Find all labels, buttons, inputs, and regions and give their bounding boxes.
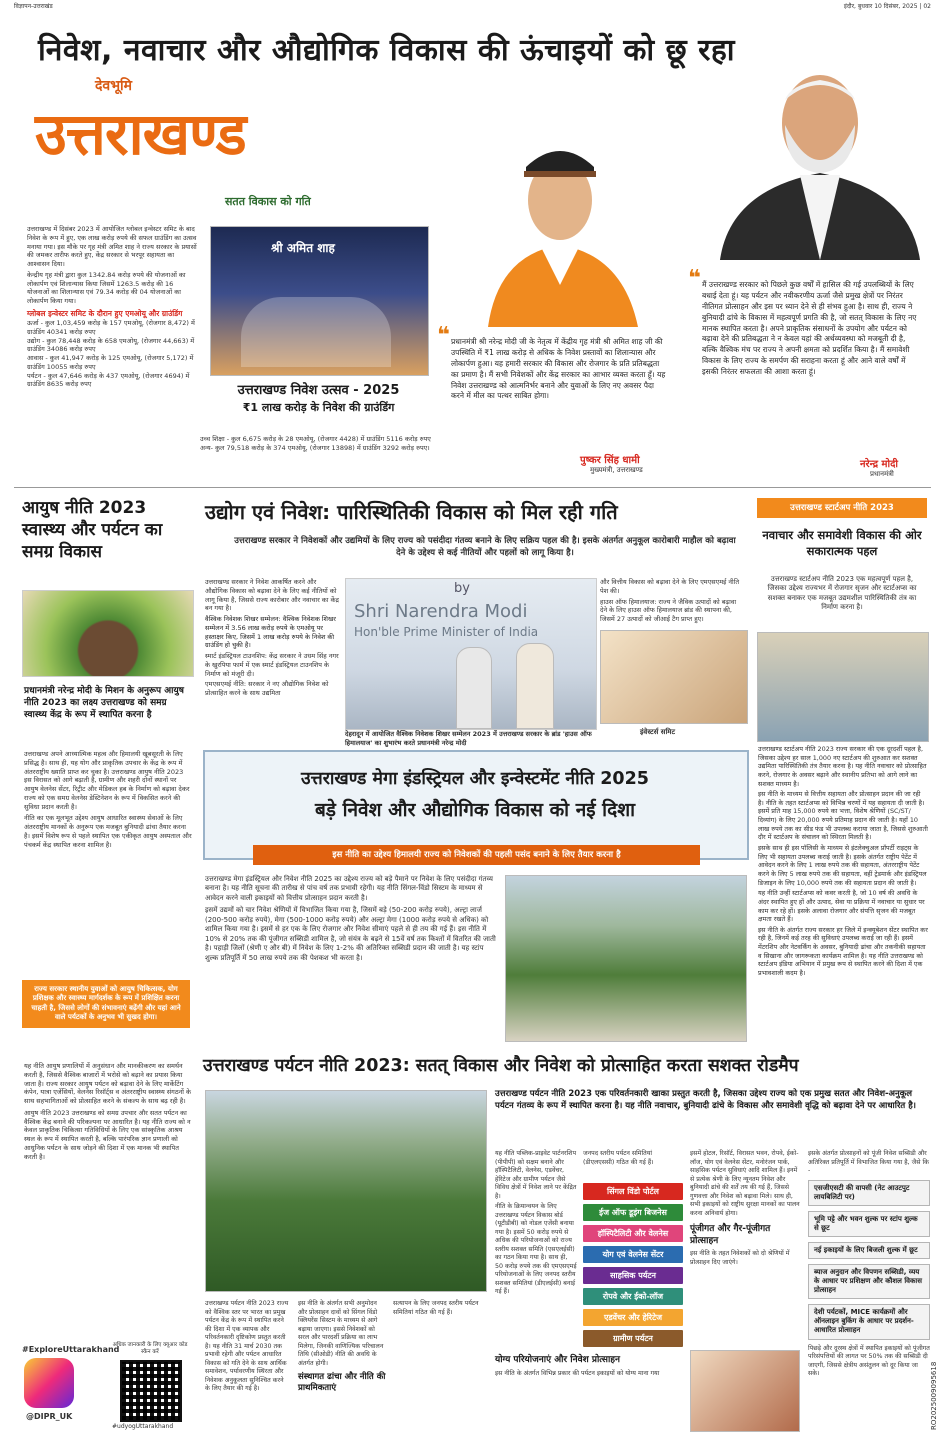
mou-title: ग्लोबल इन्वेस्टर समिट के दौरान हुए एमओयू और ग्राउंडिंग — [27, 308, 183, 318]
tourism-title: उत्तराखण्ड पर्यटन नीति 2023: सतत् विकास और निवेश को प्रोत्साहित करता सशक्त रोडमैप — [203, 1056, 799, 1076]
cm-figure — [516, 643, 554, 729]
photo-text-name: Shri Narendra Modi — [354, 601, 528, 622]
tourism-col-a-1: यह नीति पब्लिक-प्राइवेट पार्टनरशिप (पीपीपी) को सक्षम बनाने और हॉस्पिटैलिटी, वेलनेस, एडवेंचर, हेरिटेज और ग्रामीण पर्यटन जैसे विविध क्षेत्रों में निवेश लाने पर केंद्रित है। — [495, 1150, 577, 1200]
tourism-col-b-top: जनपद स्तरीय पर्यटन समितियां (डीएलएससी) गठित की गई हैं। — [583, 1150, 654, 1166]
udyog-col1-para: उत्तराखण्ड सरकार ने निवेश आकर्षित करने और औद्योगिक विकास को बढ़ावा देने के लिए कई नीतियों को लागू किया है, जिससे राज्य कारोबार और नवाचार का केंद्र बन गया है। — [205, 578, 339, 613]
ayush-highlight-box: राज्य सरकार स्थानीय युवाओं को आयुष चिकित्सक, योग प्रशिक्षक और स्वास्थ्य मार्गदर्शक के रूप में प्रशिक्षित करना चाहती है, जिससे लोगों की संभावनाएं बढ़ेंगी और यहां आने वाले पर्यटकों के अनुभव भी सुखद होगा। — [22, 980, 190, 1028]
benefit-item: देशी पर्यटकों, MICE कार्यक्रमों और ऑनलाइन बुकिंग के आधार पर प्रदर्शन-आधारित प्रोत्साहन — [808, 1304, 930, 1339]
udyog-right-msme: और वित्तीय विकास को बढ़ावा देने के लिए एमएसएमई नीति पेश की। — [600, 578, 740, 595]
tourism-lower-3-wrap — [393, 1300, 483, 1317]
investors-summit-caption: इंवेस्टर्स समिट — [640, 728, 676, 736]
dhami-portrait — [478, 115, 643, 327]
tourism-col-c-title: पूंजीगत और गैर-पूंजीगत प्रोत्साहन — [690, 1224, 771, 1246]
ayush-body-4: आयुष नीति 2023 उत्तराखण्ड को समग्र उपचार और सतत पर्यटन का वैश्विक केंद्र बनाने की परिकल्पना पर आधारित है। यह नीति राज्य को न केवल प्राकृतिक चिकित्सा गतिविधियों के लिए एक सांस्कृतिक आश्रय स्थल के रूप में स्थापित करती है, बल्कि पारंपरिक ज्ञान प्रणाली को आधुनिक पर्यटन के साथ जोड़ने की दिशा में एक मानक भी स्थापित करती है। — [24, 1108, 191, 1161]
modi-quote-text: मैं उत्तराखण्ड सरकार को पिछले कुछ वर्षों में हासिल की गई उपलब्धियों के लिए बधाई देता हूं। यह पर्यटन और नवीकरणीय ऊर्जा जैसे प्रमुख क्षेत्रों पर निरंतर नीतिगत प्रोत्साहन और इस पर ध्यान देने से ही संभव हुआ है। साथ ही, राज्य ने बुनियादी ढांचे के विकास में महत्वपूर्ण प्रगति की है, जो सतत् विकास के लिए नए मानक स्थापित करता है। अपने प्राकृतिक संसाधनों के उपयोग और पर्यटन को बढ़ावा देने की प्रतिबद्धता ने न केवल यहां की अर्थव्यवस्था को मजबूती दी है, बल्कि वैश्विक मंच पर राज्य ने अपनी क्षमता को प्रदर्शित किया है। मैं समावेशी विकास के लिए राज्य के समर्पण की सराहना करता हूं और आने वाले वर्षों में इसकी निरंतर सफलता की आशा करता हूं। — [702, 280, 917, 376]
ro-code-text: RO2025009095618 — [930, 1361, 938, 1430]
tourism-col-d-2: पिछड़े और दूरस्थ क्षेत्रों में स्थापित इकाइयों को पूंजीगत परिसंपत्तियों की लागत पर 50% तक की सब्सिडी दी जाएगी, जिससे क्षेत्रीय असंतुलन को दूर किया जा सके। — [808, 1344, 930, 1378]
dhami-role: मुख्यमंत्री, उत्तराखण्ड — [590, 466, 643, 474]
mega-title-2: बड़े निवेश और औद्योगिक विकास को नई दिशा — [314, 799, 636, 821]
startup-body-5: इस नीति के अंतर्गत राज्य सरकार हर जिले में इन्क्यूबेशन सेंटर स्थापित कर रही है, जिनमें कई तरह की सुविधाएं उपलब्ध कराई जा रही हैं। इसमें मेंटरशिप और नेटवर्किंग के अवसर, बुनियादी ढांचा और तकनीकी सहायता व सिखाना और जागरूकता कार्यक्रम शामिल है। यह नीति उत्तराखण्ड को स्टार्टअप इंडिया अभियान में प्रमुख रूप से स्थापित करने की दिशा में एक प्रभावशाली कदम है। — [758, 925, 928, 978]
stage-people — [241, 297, 391, 367]
photo-text-role: Hon'ble Prime Minister of India — [354, 625, 539, 639]
menu-hospitality[interactable]: हॉस्पिटैलिटी और वेलनेस — [583, 1225, 683, 1242]
udyog-right-himalayas: हाउस ऑफ हिमालयाज: राज्य ने जैविक उत्पादों को बढ़ावा देने के लिए हाउस ऑफ हिमालयाज ब्रांड की स्थापना की, जिसमें 27 उत्पादों को जीआई टैग प्राप्त हुए। — [600, 597, 737, 624]
tourism-col-d-intro: इसके अंतर्गत प्रोत्साहनों को पूंजी निवेश सब्सिडी और अतिरिक्त प्रतिपूर्ति में विभाजित किया गया है, जैसे कि - — [808, 1150, 929, 1174]
quote-open-icon: ❝ — [688, 266, 701, 291]
qr-code[interactable] — [120, 1360, 182, 1422]
mou-item: पर्यटन - कुल 47,646 करोड़ के 437 एमओयू, (रोजगार 4694) में ग्राउंडिंग 8635 करोड़ रुपए — [27, 371, 190, 389]
tourism-lower-4-wrap — [495, 1355, 680, 1378]
startup-body-2: इस नीति के माध्यम से वित्तीय सहायता और प्रोत्साहन प्रदान की जा रही है। नीति के तहत स्टार्टअप्स को विभिन्न चरणों में यह सहायता दी जाती है। इसमें प्रति माह 15,000 रुपये का भत्ता, विशेष श्रेणियों (SC/ST/दिव्यांग) के लिए 20,000 रुपये प्रतिमाह प्रदान की जाती है। यहाँ 10 लाख रुपये तक का सीड फंड भी उपलब्ध कराया जाता है, जिससे शुरुआती दौर में स्टार्टअप के संचालन को स्थिरता मिलती है। — [758, 790, 928, 842]
ayush-body-1: उत्तराखण्ड अपने आध्यात्मिक महत्व और हिमालयी खूबसूरती के लिए प्रसिद्ध है। साथ ही, यह योग और प्राकृतिक उपचार के केंद्र के रूप में अंतरराष्ट्रीय ख्याति प्राप्त कर चुका है। उत्तराखण्ड आयुष नीति 2023 इस विरासत को आगे बढ़ाती है, ग्रामीण और शहरी दोनों स्थानों पर आयुष वेलनेस सेंटर, रिट्रीट और मेडिकल हब के निर्माण को बढ़ावा देकर राज्य को एक समग्र वेलनेस डेस्टिनेशन के रूप में विकसित करने की सुविधा प्रदान करती है। — [24, 750, 190, 811]
footer-qr-text: अधिक जानकारी के लिए क्यूआर कोड स्कैन करें — [112, 1342, 188, 1355]
hill-station-photo — [205, 1090, 487, 1292]
pm-figure — [456, 647, 492, 729]
tourism-col-a-2: नीति के क्रियान्वयन के लिए उत्तराखण्ड पर्यटन विकास बोर्ड (यूटीडीबी) को नोडल एजेंसी बनाया गया है। इसमें 50 करोड़ रुपये से अधिक की परियोजनाओं को राज्य स्तरीय सशक्त समिति (एसएलईसी) का गठन किया गया है। साथ ही, 50 करोड़ रुपये तक की एमएसएमई परियोजनाओं के लिए जनपद स्तरीय सशक्त समितियां (डीएलईसी) बनाई गई हैं। — [495, 1203, 577, 1295]
logo-top-text: देवभूमि — [95, 78, 133, 94]
dhami-name: पुष्कर सिंह धामी — [580, 455, 640, 466]
header-left-label: विज्ञापन-उत्तराखंड — [14, 3, 53, 10]
utsav-caption-2: ₹1 लाख करोड़ के निवेश की ग्राउंडिंग — [242, 401, 395, 414]
menu-adventure[interactable]: साहसिक पर्यटन — [583, 1267, 683, 1284]
menu-ease-of-business[interactable]: ईज ऑफ डूइंग बिजनेस — [583, 1204, 683, 1221]
modi-quote — [688, 268, 920, 378]
investors-summit-photo — [600, 630, 748, 724]
startup-intro: उत्तराखण्ड स्टार्टअप नीति 2023 एक महत्वपूर्ण पहल है, जिसका उद्देश्य राज्यभर में रोजगार सृजन और स्टार्टअप्स का सशक्त बनाकर एक मजबूत उद्यमशील पारिस्थितिकी तंत्र का निर्माण करना है। — [767, 575, 917, 612]
udyog-left-col — [205, 578, 340, 698]
benefit-item: ब्याज अनुदान और विपणन सब्सिडी, व्यय के आधार पर प्रशिक्षण और कौशल विकास प्रोत्साहन — [808, 1264, 930, 1299]
utsav-event-photo — [210, 226, 429, 376]
utsav-photo-sign: श्री अमित शाह — [271, 241, 335, 255]
instagram-icon[interactable] — [24, 1358, 74, 1408]
tourism-col-d — [808, 1150, 930, 1379]
logo-tagline: सतत विकास को गति — [225, 195, 311, 208]
udyog-right-col — [600, 578, 745, 624]
tourism-col-c-1: इसमें होटल, रिसॉर्ट, विरासत भवन, रोपवे, ईको-लॉज, योग एवं वेलनेस सेंटर, मनोरंजन पार्क, साहसिक पर्यटन सुविधाएं आदि शामिल हैं। इनमें से प्रत्येक श्रेणी के लिए न्यूनतम निवेश और बुनियादी ढांचे की शर्तें तय की गई हैं, जिससे गुणवत्ता और निवेश को बढ़ावा मिले। साथ ही, सभी इकाइयों को राष्ट्रीय सुरक्षा मानकों का पालन करना अनिवार्य होगा। — [690, 1150, 800, 1217]
modi-portrait — [715, 45, 925, 260]
startup-body-1: उत्तराखण्ड स्टार्टअप नीति 2023 राज्य सरकार की एक दूरदर्शी पहल है, जिसका उद्देश्य हर साल 1,000 नए स्टार्टअप की शुरुआत कर सशक्त उद्यमिता पारिस्थितिकी तंत्र तैयार करना है। यह नीति नवाचार को प्रोत्साहित करने, रोजगार के अवसर बढ़ाने और स्थानीय प्रतिभा को आगे लाने का सशक्त माध्यम है। — [758, 745, 927, 788]
intro-para-1: उत्तराखण्ड में दिसंबर 2023 में आयोजित ग्लोबल इन्वेस्टर समिट के बाद निवेश के रूप में हुए, एक लाख करोड़ रुपये की सफल ग्राउंडिंग का उत्सव मनाया गया। इस मौके पर गृह मंत्री अमित शाह ने राज्य सरकार के प्रयासों की जमकर तारीफ करते हुए, केंद्र सरकार से भरपूर सहायता का आश्वासन दिया। — [27, 225, 197, 269]
ayush-body-2: नीति का एक मूलभूत उद्देश्य आयुष आधारित स्वास्थ्य सेवाओं के लिए अंतरराष्ट्रीय मानकों के अनुरूप एक मजबूत बुनियादी ढांचा तैयार करना है। इसमें विशेष रूप से पहले स्थापित एक एकीकृत आयुष अस्पताल और पंचकर्म केंद्र स्थापित करना शामिल है। — [24, 814, 192, 849]
ayush-lower-body — [24, 1062, 192, 1161]
ayush-subhead: प्रधानमंत्री नरेन्द्र मोदी के मिशन के अनुरूप आयुष नीति 2023 का लक्ष्य उत्तराखण्ड को समग्र स्वास्थ्य केंद्र के रूप में स्थापित करना है — [24, 686, 184, 721]
mega-body-2: इसमें उद्यमों को चार निवेश श्रेणियों में विभाजित किया गया है, जिसमें बड़े (50-200 करोड़ रुपये), अल्ट्रा लार्ज (200-500 करोड़ रुपये), मेगा (500-1000 करोड़ रुपये) और अल्ट्रा मेगा (1000 करोड़ रुपये से अधिक) को शामिल किया गया है। इसमें से हर एक के लिए रोजगार और निवेश सीमाएं पहले से ही तय की गई हैं। इस नीति में 10% से 20% तक की पूंजीगत सब्सिडी शामिल है, जो संयंत्र के बढ़ने से 15वें वर्ष तक किश्तों में वितरित की जाती है। पहाड़ी जिलों (श्रेणी ए और बी) में निवेश के लिए 1-2% की अतिरिक्त सब्सिडी प्रदान की जाती है। यह स्टांप शुल्क प्रतिपूर्ति में 50 लाख रुपये तक की पेशकश भी करता है। — [205, 906, 496, 962]
ayush-title: आयुष नीति 2023 स्वास्थ्य और पर्यटन का समग्र विकास — [22, 498, 163, 563]
startup-title: नवाचार और समावेशी विकास की ओर सकारात्मक पहल — [762, 528, 922, 558]
footer-hashtag: #ExploreUttarakhand — [22, 1345, 120, 1354]
utsav-extra — [200, 435, 432, 453]
pm-launch-caption: देहरादून में आयोजित वैश्विक निवेशक शिखर सम्मेलन 2023 में उत्तराखण्ड सरकार के ब्रांड 'हाउस ऑफ हिमालयाज' का शुभारंभ करते प्रधानमंत्री नरेन्द्र मोदी — [345, 730, 592, 747]
mou-item: उद्योग - कुल 78,448 करोड़ के 658 एमओयू, (रोजगार 44,663) में ग्राउंडिंग 34086 करोड़ रुपए — [27, 336, 195, 354]
quote-open-icon: ❝ — [437, 323, 450, 348]
tourism-lower-3: सत्यापन के लिए जनपद स्तरीय पर्यटन समितियां गठित की गई हैं। — [393, 1300, 479, 1316]
footer-hashtag-2: #udyogUttarakhand — [112, 1423, 174, 1430]
tourism-lower-2-title: संस्थागत ढांचा और नीति की प्राथमिकताएं — [298, 1372, 386, 1394]
menu-rural[interactable]: ग्रामीण पर्यटन — [583, 1330, 683, 1347]
tourism-lower-2: इस नीति के अंतर्गत सभी अनुमोदन और प्रोत्साहन दावों को सिंगल विंडो क्लियरेंस सिस्टम के माध्यम से आगे बढ़ाया जाएगा। इससे निवेशकों को सरल और पारदर्शी प्रक्रिया का लाभ मिलेगा, जिनकी वाणिज्यिक परिचालन तिथि (सीओडी) नीति की अवधि के अंतर्गत होगी। — [298, 1300, 384, 1367]
section-divider — [14, 487, 931, 488]
utsav-caption-1: उत्तराखण्ड निवेश उत्सव - 2025 — [237, 383, 400, 398]
tourism-lower-3-title: योग्य परियोजनाएं और निवेश प्रोत्साहन — [495, 1355, 621, 1365]
mou-item: आवास - कुल 41,947 करोड़ के 125 एमओयू, (रोजगार 5,172) में ग्राउंडिंग 10055 करोड़ रुपए — [27, 354, 194, 371]
benefit-item: भूमि पट्टे और भवन शुल्क पर स्टांप शुल्क से छूट — [808, 1211, 930, 1237]
mega-title-1: उत्तराखण्ड मेगा इंडस्ट्रियल और इन्वेस्टमेंट नीति 2025 — [301, 769, 649, 789]
tourism-lower-3b: इस नीति के अंतर्गत विभिन्न प्रकार की पर्यटन इकाइयों को योग्य माना गया — [495, 1369, 660, 1377]
tourism-intro: उत्तराखण्ड पर्यटन नीति 2023 एक परिवर्तनकारी खाका प्रस्तुत करती है, जिसका उद्देश्य राज्य को एक प्रमुख सतत और निवेश-अनुकूल पर्यटन गंतव्य के रूप में स्थापित करना है। यह नीति नवाचार, बुनियादी ढांचे के विकास और समावेशी वृद्धि को बढ़ावा देने पर आधारित है। — [495, 1089, 916, 1112]
handicraft-photo — [690, 1350, 800, 1432]
mega-body — [205, 875, 497, 963]
logo-main-text: उत्तराखण्ड — [35, 100, 246, 168]
menu-heritage[interactable]: एडवेंचर और हेरिटेज — [583, 1309, 683, 1326]
tourism-lower-2-wrap — [298, 1300, 386, 1394]
udyog-col1-township: स्मार्ट इंडस्ट्रियल टाउनशिप: केंद्र सरकार ने उधम सिंह नगर के खुरपिया फार्म में एक स्मार्ट इंडस्ट्रियल टाउनशिप के निर्माण को मंजूरी दी। — [205, 652, 339, 678]
udyog-col1-summit: वैश्विक निवेशक शिखर सम्मेलन: वैश्विक निवेशक शिखर सम्मेलन में 3.56 लाख करोड़ रुपये के एमओयू पर हस्ताक्षर किए, जिसमें 1 लाख करोड़ रुपये के निवेश की ग्राउंडिंग हो चुकी है। — [205, 615, 336, 650]
mega-body-1: उत्तराखण्ड मेगा इंडस्ट्रियल और निवेश नीति 2025 का उद्देश्य राज्य को बड़े पैमाने पर निवेश के लिए पसंदीदा गंतव्य बनाना है। यह नीति सूचना की तारीख से पांच वर्ष तक प्रभावी रहेगी। यह नीति सिंगल-विंडो सिस्टम के माध्यम से आवेदन करने वाली इकाइयों को वित्तीय प्रोत्साहन प्रदान करती है। — [205, 875, 494, 902]
footer-handle[interactable]: @DIPR_UK — [26, 1412, 73, 1421]
startup-body — [758, 745, 928, 978]
startup-tag-bar — [757, 498, 927, 518]
tourism-lower-1: उत्तराखण्ड पर्यटन नीति 2023 राज्य को वैश्विक स्तर पर भारत का प्रमुख पर्यटन केंद्र के रूप में स्थापित करने की दिशा में एक व्यापक और परिवर्तनकारी दृष्टिकोण प्रस्तुत करती है। यह नीति 31 मार्च 2030 तक प्रभावी रहेगी और पर्यटन आधारित विकास को गति देने के साथ आर्थिक समावेशन, पर्यावरणीय स्थिरता और निवेशक अनुकूलता सुनिश्चित करने के लिए तैयार की गई है। — [205, 1300, 289, 1392]
ayush-body-3: यह नीति आयुष प्रणालियों में अनुसंधान और मानकीकरण का समर्थन करती है, जिससे वैश्विक बाजारों में भरोसे को बढ़ाने का प्रयास किया जाता है। राज्य सरकार आयुष पर्यटन को बढ़ावा देने के लिए मार्केटिंग कंपेन, यात्रा एजेंसियों, वेलनेस रिसॉर्ट्स व अंतरराष्ट्रीय स्वास्थ्य संगठनों के साथ सहभागिताओं को प्रोत्साहित करने के संकल्प के साथ बढ़ रही है। — [24, 1062, 191, 1106]
udyog-col1-msme: एमएसएमई नीति: सरकार ने नए औद्योगिक निवेश को प्रोत्साहित करने के साथ उद्यमिता — [205, 680, 329, 698]
photo-text-by: by — [454, 581, 470, 596]
menu-single-window[interactable]: सिंगल विंडो पोर्टल — [583, 1183, 683, 1200]
intro-para-2: केन्द्रीय गृह मंत्री द्वारा कुल 1342.84 करोड़ रुपये की योजनाओं का लोकार्पण एवं शिलान्यास किया जिसमें 1263.5 करोड़ की 16 योजनाओं का शिलान्यास एवं 79.34 करोड़ की 04 योजनाओं का लोकार्पण किया गया। — [27, 270, 186, 306]
utsav-extra-1: उच्च शिक्षा - कुल 6,675 करोड़ के 28 एमओयू, (रोजगार 4428) में ग्राउंडिंग 5116 करोड़ रुपए — [200, 435, 431, 443]
menu-yoga-wellness[interactable]: योग एवं वेलनेस सेंटर — [583, 1246, 683, 1263]
tourism-col-a — [495, 1150, 577, 1297]
header-date-label: इंदौर, बुधवार 10 दिसंबर, 2025 | 02 — [843, 3, 931, 10]
startup-photo — [757, 632, 929, 742]
benefit-item: नई इकाइयों के लिए बिजली शुल्क में छूट — [808, 1242, 930, 1259]
ayush-herbs-photo — [22, 590, 194, 677]
pm-launch-photo — [345, 578, 597, 730]
tourism-menu — [583, 1183, 683, 1351]
udyog-intro: उत्तराखण्ड सरकार ने निवेशकों और उद्यमियों के लिए राज्य को पसंदीदा गंतव्य बनाने के लिए सक्रिय पहल की है। इसके अंतर्गत अनुकूल कारोबारी माहौल को बढ़ावा देने के उद्देश्य से कई नीतियों और पहलों को लागू किया है। — [234, 536, 736, 558]
startup-tag: उत्तराखण्ड स्टार्टअप नीति 2023 — [757, 498, 927, 518]
ayush-body — [24, 750, 192, 849]
udyog-title: उद्योग एवं निवेश: पारिस्थितिकी विकास को मिल रही गति — [205, 500, 618, 524]
tourism-col-c-2: इस नीति के तहत निवेशकों को दो श्रेणियों में प्रोत्साहन दिए जाएंगे। — [690, 1250, 790, 1266]
mega-ribbon: इस नीति का उद्देश्य हिमालयी राज्य को निवेशकों की पहली पसंद बनाने के लिए तैयार करना है — [253, 845, 700, 865]
utsav-extra-2: अन्य- कुल 79,518 करोड़ के 374 एमओयू, (रोजगार 13898) में ग्राउंडिंग 3292 करोड़ रुपए। — [200, 443, 430, 452]
page-headline: निवेश, नवाचार और औद्योगिक विकास की ऊंचाइयों को छू रहा — [38, 33, 736, 68]
startup-body-3: इसके साथ ही इस पॉलिसी के माध्यम से इंटलेक्चुअल प्रॉपर्टी राइट्स के लिए भी सहायता उपलब्ध कराई जाती है। इसके अंतर्गत राष्ट्रीय पेटेंट में आवेदन करने के लिए 1 लाख रुपये तक की सहायता, अंतरराष्ट्रीय पेटेंट करने के लिए 5 लाख रुपये तक की सहायता, वहीं ट्रेडमार्क और इंडस्ट्रियल डिजाइन के लिए 10,000 रुपये तक की सहायता प्रदान की जाती है। — [758, 844, 927, 887]
mou-item: ऊर्जा - कुल 1,03,459 करोड़ के 157 एमओयू, (रोजगार 8,472) में ग्राउंडिंग 40341 करोड़ रुपए — [27, 319, 195, 336]
tourism-col-c — [690, 1150, 800, 1267]
modi-name: नरेन्द्र मोदी — [860, 459, 898, 470]
dhami-quote-text: प्रधानमंत्री श्री नरेन्द्र मोदी जी के नेतृत्व में केंद्रीय गृह मंत्री श्री अमित शाह जी की उपस्थिति में ₹1 लाख करोड़ से अधिक के निवेश प्रस्तावों का शिलान्यास और लोकार्पण हुआ। यह हमारी सरकार की विकास और रोजगार के प्रति प्रतिबद्धता का प्रमाण है। मैं सभी निवेशकों और केंद्र सरकार का आभार व्यक्त करता हूँ। यह निवेश उत्तराखण्ड को आत्मनिर्भर बनाने और युवाओं के लिए नए अवसर पैदा करने में मील का पत्थर साबित होगा। — [451, 337, 666, 401]
startup-body-4: यह नीति उन्हीं स्टार्टअप्स को कवर करती है, जो 10 वर्ष की अवधि के अंदर स्थापित हुए हों और उत्पाद, सेवा या प्रक्रिया में नवाचार या सुधार पर काम कर रहे हों। इसके अलावा रोजगार और संपत्ति सृजन की मजबूत क्षमता रखते हैं। — [758, 889, 925, 924]
uttarakhand-logo — [35, 74, 335, 214]
industrial-area-photo — [505, 875, 747, 1042]
menu-ropeway[interactable]: रोपवे और ईको-लॉज — [583, 1288, 683, 1305]
intro-column — [27, 225, 197, 389]
ro-code — [930, 1300, 940, 1430]
benefit-item: एसजीएसटी की वापसी (नेट आउटपुट लायबिलिटी पर) — [808, 1180, 930, 1206]
dhami-quote — [437, 325, 667, 402]
modi-role: प्रधानमंत्री — [870, 470, 894, 478]
